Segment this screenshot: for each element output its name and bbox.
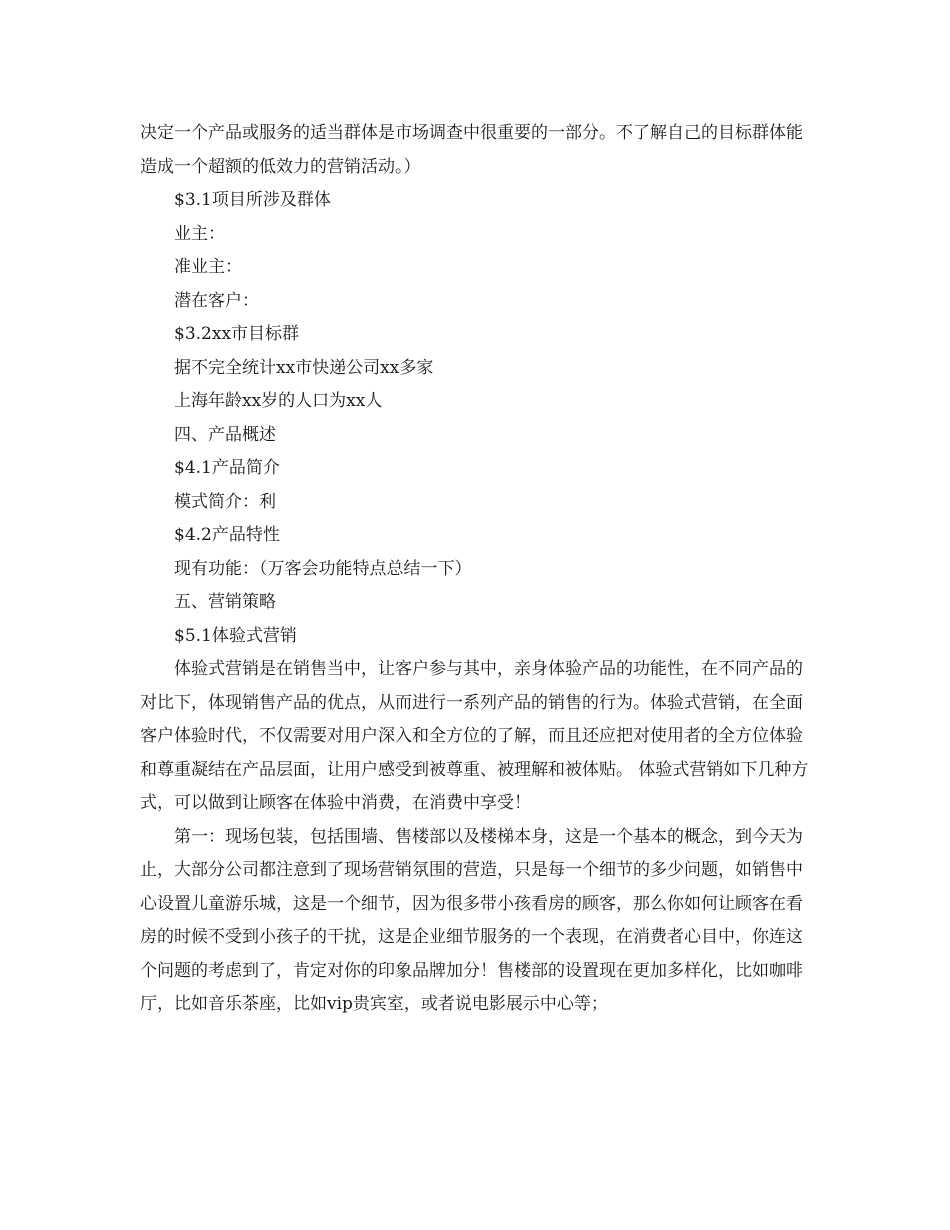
paragraph-current-features: 现有功能：（万客会功能特点总结一下） [174, 558, 472, 579]
list-item-prospective-owners: 准业主： [174, 257, 242, 277]
heading-section-5: 五、营销策略 [174, 592, 276, 612]
paragraph-first-site-packaging: 第一：现场包装，包括围墙、售楼部以及楼梯本身，这是一个基本的概念，到今天为止，大部分公司都注意到了现场营销氛围的营造，只是每一个细节的多少问题，如销售中心设置儿童游乐城，这是一个细节，因为很多带小孩看房的顾客，那么你如何让顾客在看房的时候不受到小孩子的干扰，这是企业细节服务的一个表现，在消费者心目中，你连这个问题的考虑到了，肯定对你的印象品牌加分！售楼部的设置现在更加多样化，比如咖啡厅，比如音乐茶座，比如vip贵宾室，或者说电影展示中心等； [140, 826, 803, 1014]
list-item-owners: 业主： [174, 223, 225, 244]
paragraph-courier-stats: 据不完全统计xx市快递公司xx多家 [174, 357, 434, 378]
list-item-potential-customers: 潜在客户： [174, 290, 259, 311]
heading-section-4: 四、产品概述 [174, 424, 276, 445]
heading-3-2: $3.2xx市目标群 [174, 324, 300, 344]
heading-5-1: $5.1体验式营销 [174, 625, 297, 646]
heading-4-2: $4.2产品特性 [174, 525, 280, 545]
paragraph-mode-intro: 模式简介：利 [174, 491, 276, 512]
heading-3-1: $3.1项目所涉及群体 [174, 190, 331, 210]
paragraph-target-group-intro: 决定一个产品或服务的适当群体是市场调查中很重要的一部分。不了解自己的目标群体能造成一个超额的低效力的营销活动。） [140, 123, 803, 177]
paragraph-population-stats: 上海年龄xx岁的人口为xx人 [174, 391, 383, 411]
document-body [140, 117, 812, 1022]
paragraph-experiential-marketing: 体验式营销是在销售当中，让客户参与其中，亲身体验产品的功能性，在不同产品的对比下，体现销售产品的优点，从而进行一系列产品的销售的行为。体验式营销，在全面客户体验时代，不仅需要对用户深入和全方位的了解，而且还应把对使用者的全方位体验和尊重凝结在产品层面，让用户感受到被尊重、被理解和被体贴。 体验式营销如下几种方式，可以做到让顾客在体验中消费，在消费中享受！ [140, 659, 809, 813]
heading-4-1: $4.1产品简介 [174, 458, 280, 478]
